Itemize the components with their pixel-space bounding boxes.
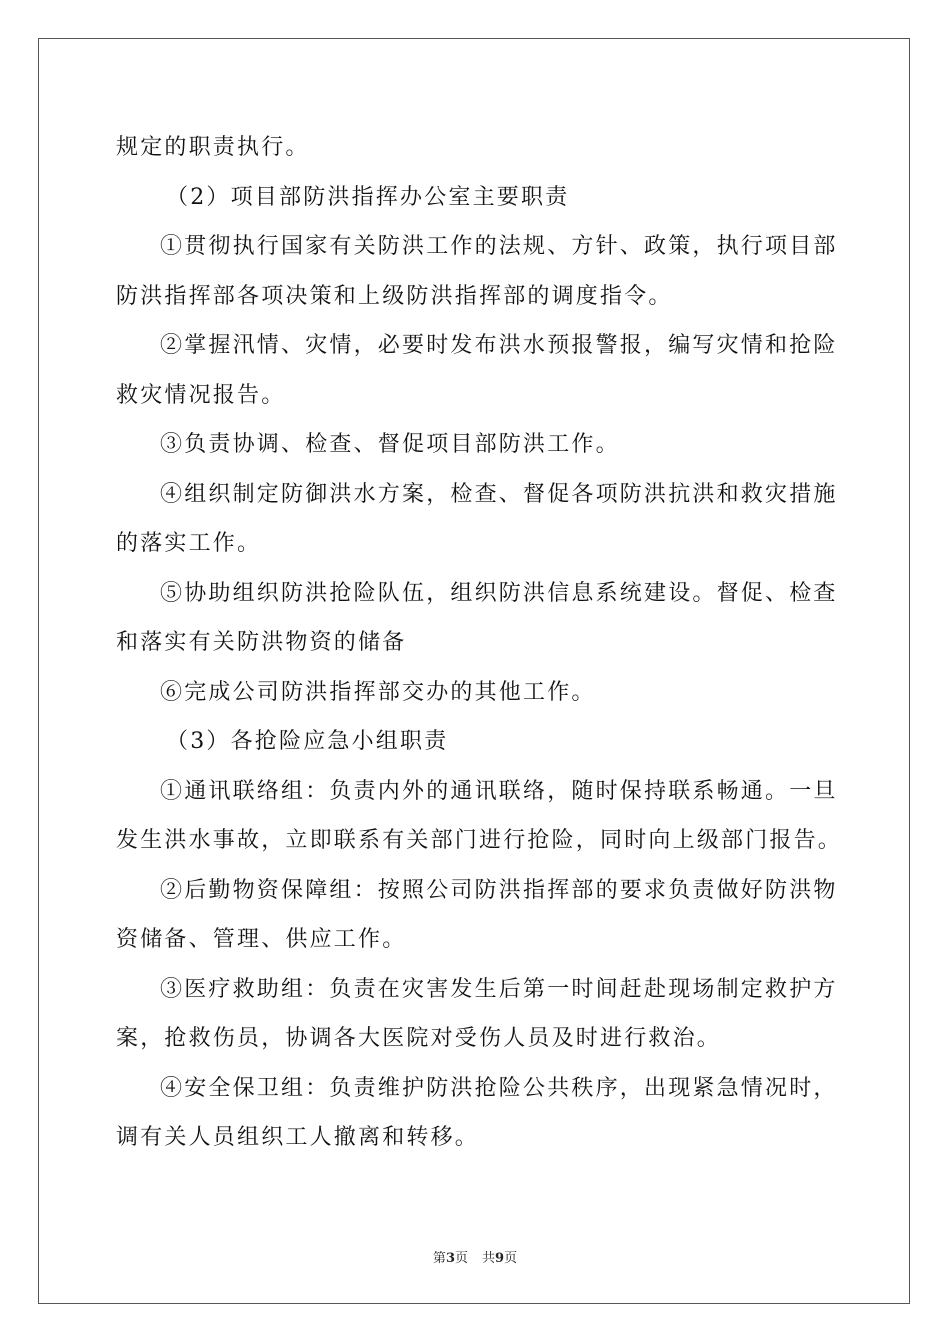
paragraph-line: 的落实工作。 bbox=[116, 531, 262, 556]
document-body bbox=[116, 128, 843, 1168]
paragraph-line: ⑥完成公司防洪指挥部交办的其他工作。 bbox=[160, 679, 596, 705]
total-page-count: 9 bbox=[495, 1251, 505, 1266]
total-pages-unit: 页 bbox=[504, 1251, 518, 1266]
paragraph-line: 防洪指挥部各项决策和上级防洪指挥部的调度指令。 bbox=[116, 283, 673, 309]
paragraph-line: 案，抢救伤员，协调各大医院对受伤人员及时进行救治。 bbox=[116, 1026, 722, 1051]
paragraph-line: ⑤协助组织防洪抢险队伍，组织防洪信息系统建设。督促、检查 bbox=[160, 580, 838, 606]
page-number-prefix: 第 bbox=[432, 1251, 446, 1266]
section-heading: （2）项目部防洪指挥办公室主要职责 bbox=[166, 184, 570, 210]
paragraph-line: ④组织制定防御洪水方案，检查、督促各项防洪抗洪和救灾措施 bbox=[160, 481, 838, 507]
section-heading: （3）各抢险应急小组职责 bbox=[166, 729, 449, 754]
paragraph-line: ③负责协调、检查、督促项目部防洪工作。 bbox=[160, 432, 620, 457]
paragraph-line: ②后勤物资保障组：按照公司防洪指挥部的要求负责做好防洪物 bbox=[160, 877, 838, 903]
page-footer bbox=[0, 1247, 950, 1266]
paragraph-line: 发生洪水事故，立即联系有关部门进行抢险，同时向上级部门报告。 bbox=[116, 828, 843, 853]
current-page-number: 3 bbox=[445, 1251, 455, 1266]
paragraph-line: ②掌握汛情、灾情，必要时发布洪水预报警报，编写灾情和抢险 bbox=[160, 333, 838, 358]
paragraph-line: 资储备、管理、供应工作。 bbox=[116, 927, 407, 952]
paragraph-line: ④安全保卫组：负责维护防洪抢险公共秩序，出现紧急情况时， bbox=[160, 1075, 838, 1101]
paragraph-line: ①贯彻执行国家有关防洪工作的法规、方针、政策，执行项目部 bbox=[160, 234, 838, 259]
page-number-unit: 页 bbox=[454, 1251, 468, 1266]
paragraph-line: 规定的职责执行。 bbox=[116, 135, 310, 160]
paragraph-line: ①通讯联络组：负责内外的通讯联络，随时保持联系畅通。一旦 bbox=[160, 778, 838, 804]
paragraph-line: 和落实有关防洪物资的储备 bbox=[116, 630, 407, 655]
total-pages-prefix: 共 bbox=[482, 1251, 496, 1266]
paragraph-line: 救灾情况报告。 bbox=[116, 382, 286, 408]
paragraph-line: 调有关人员组织工人撤离和转移。 bbox=[116, 1125, 480, 1150]
paragraph-line: ③医疗救助组：负责在灾害发生后第一时间赶赴现场制定救护方 bbox=[160, 976, 838, 1002]
